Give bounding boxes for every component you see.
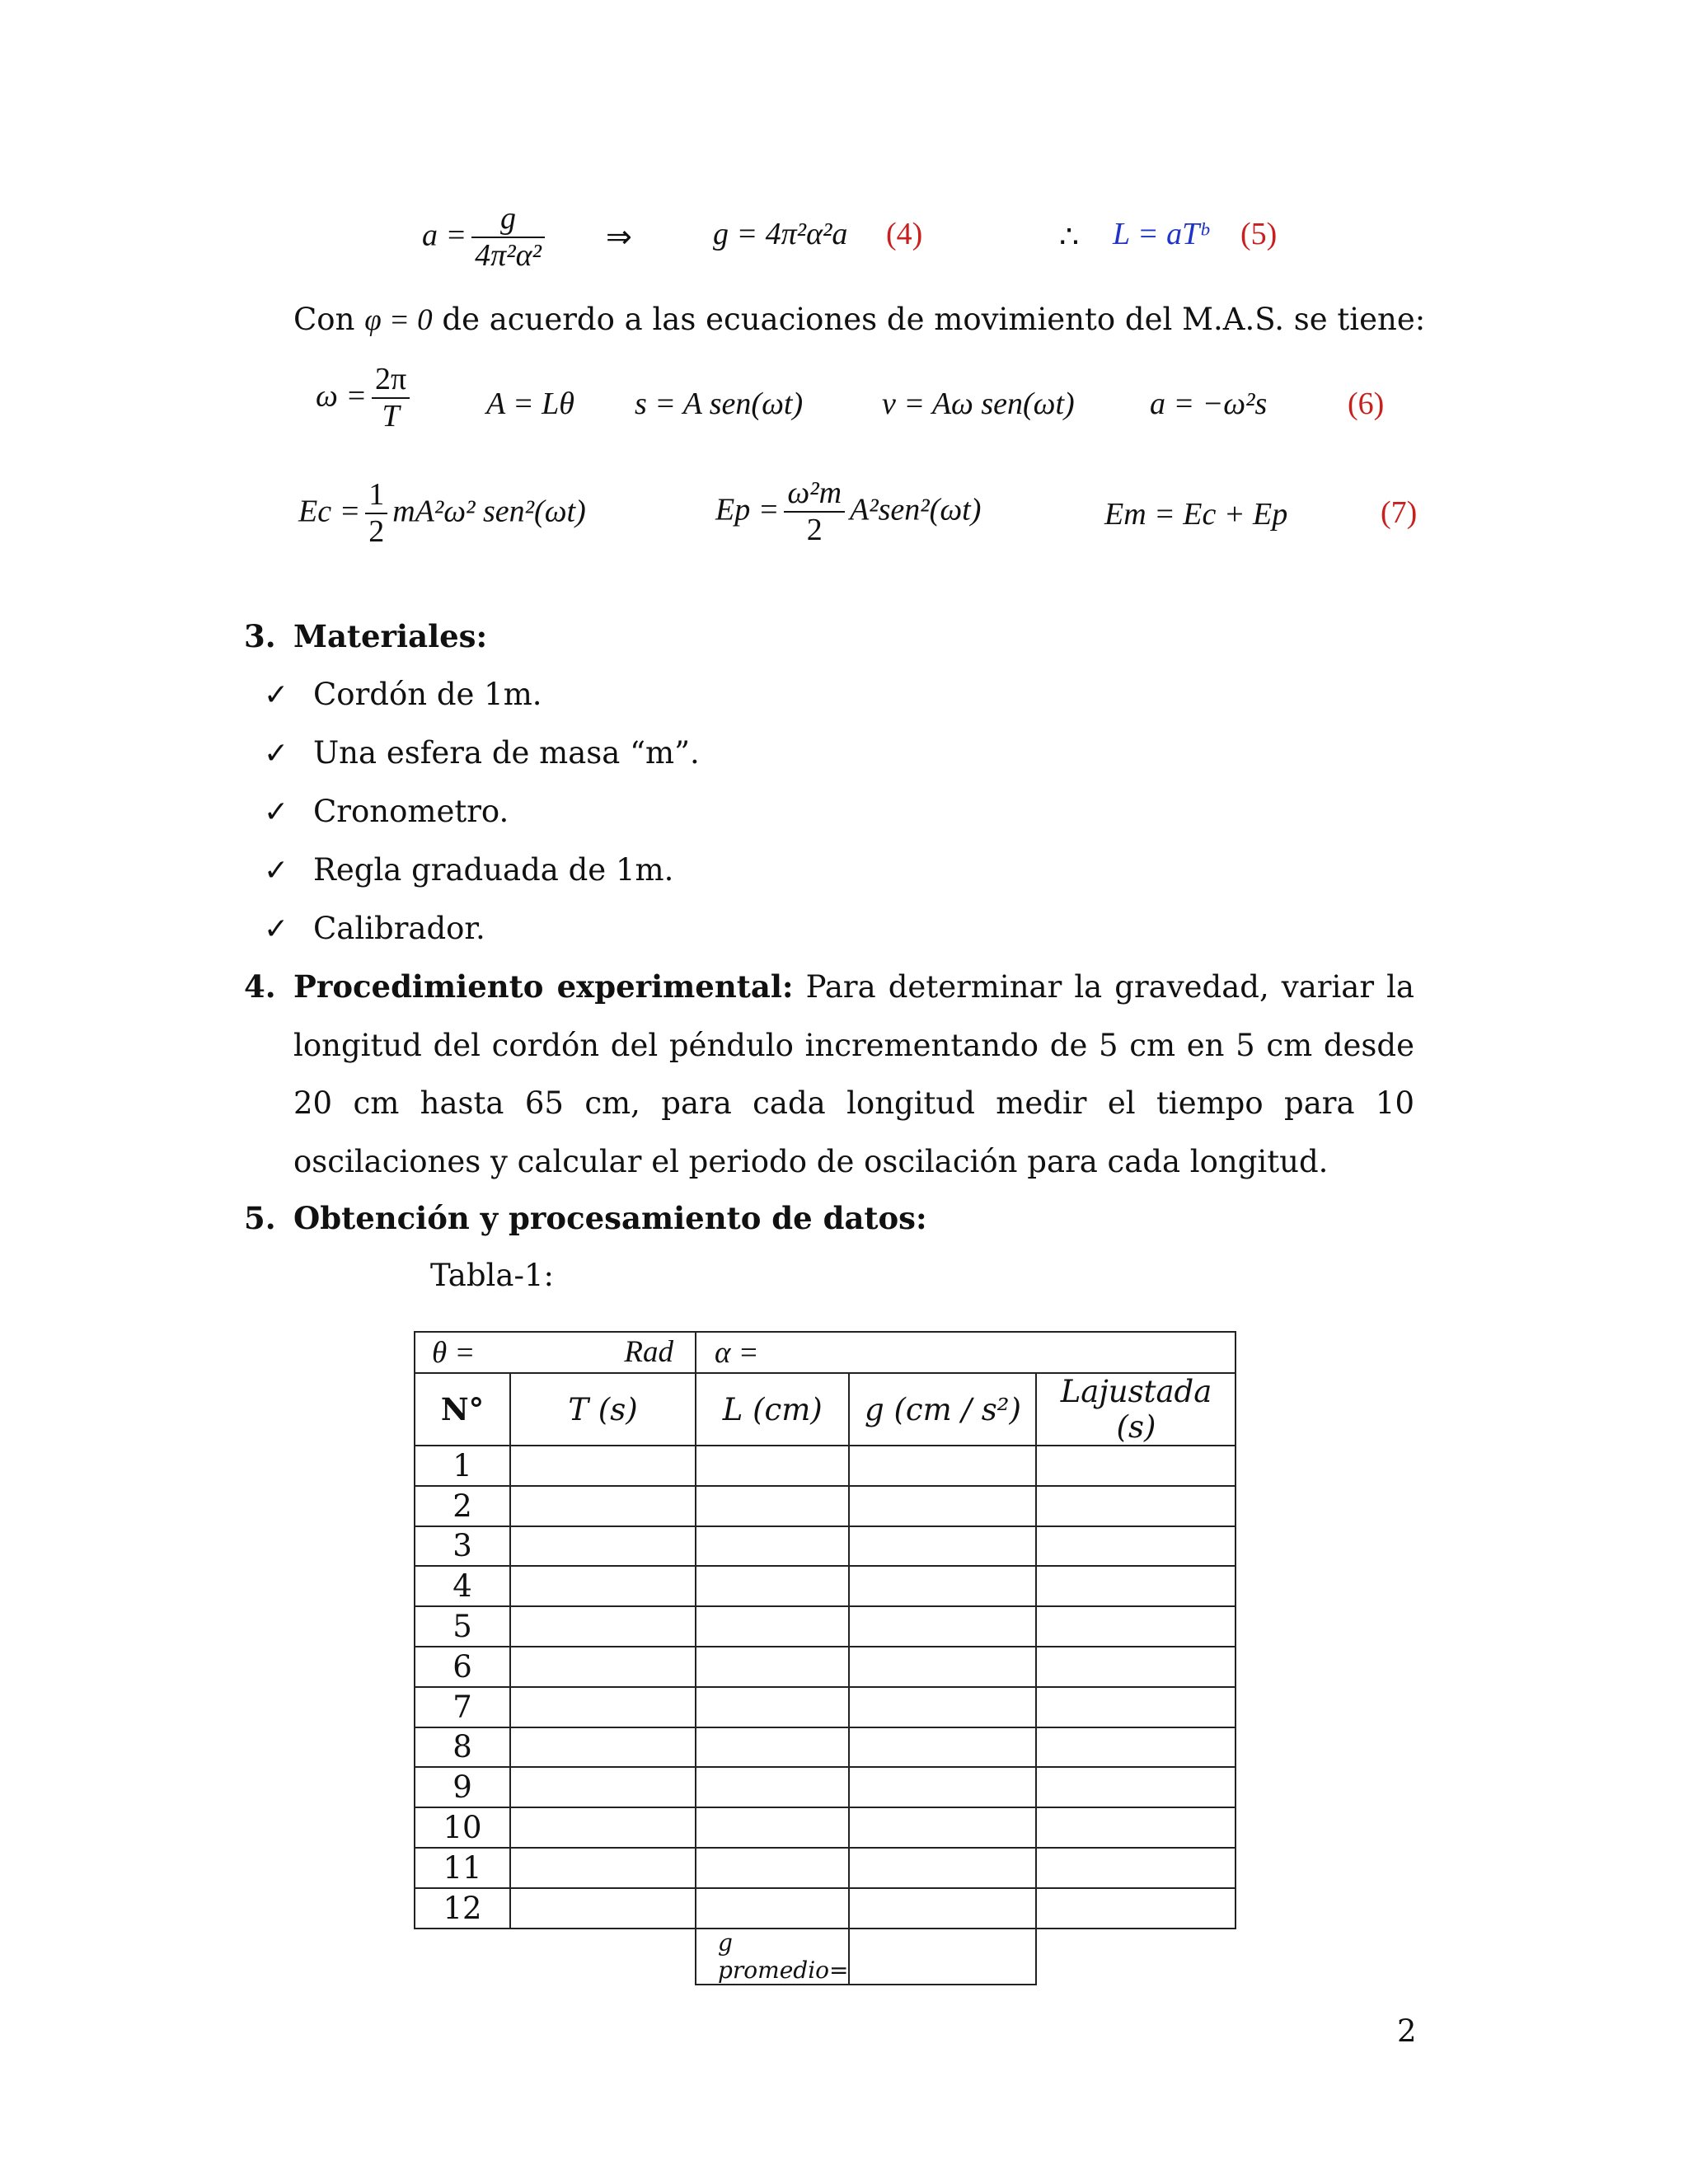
ep-numerator: ω²m [787,476,842,510]
gravity-cell [849,1807,1036,1848]
row-number: 3 [415,1526,510,1567]
table-row [415,1888,1236,1929]
row-number: 6 [415,1647,510,1687]
alpha-label: α = [715,1336,759,1370]
length-cell [696,1727,849,1768]
equation-5-tag: (5) [1240,217,1278,251]
period-cell [510,1486,696,1526]
equation-7-tag: (7) [1381,495,1418,530]
row-number: 5 [415,1606,510,1647]
section-3-number: 3. [244,618,276,654]
theta-cell [415,1332,696,1373]
section-4-body: Para determinar la gravedad, variar la longitud del cordón del péndulo incrementando de 5 cm en 5 cm desde 20 cm hasta 65 cm, para cada longitud medir el tiempo para 10 oscilaciones y calcular el periodo de oscilación para cada longitud. [293,969,1414,1179]
table-row [415,1446,1236,1486]
gravity-cell [849,1767,1036,1807]
gravity-cell [849,1647,1036,1687]
table-row [415,1848,1236,1888]
period-cell [510,1446,696,1486]
table-caption: Tabla-1: [430,1258,554,1293]
length-adjusted-cell [1036,1807,1236,1848]
alpha-cell [696,1332,1236,1373]
acceleration-equation: a = −ω²s [1150,387,1268,421]
list-item [264,724,700,783]
page-number: 2 [1397,2013,1417,2049]
equation-6-tag: (6) [1348,387,1385,421]
length-cell [696,1526,849,1567]
material-caliper: Calibrador. [313,911,485,946]
row-number: 2 [415,1486,510,1526]
omega-numerator: 2π [374,362,407,396]
length-adjusted-cell [1036,1647,1236,1687]
length-cell [696,1767,849,1807]
intro-phi: φ = 0 [364,303,433,337]
header-length: L (cm) [696,1373,849,1446]
length-adjusted-cell [1036,1526,1236,1567]
length-cell [696,1446,849,1486]
section-4-title: Procedimiento experimental: [293,968,794,1005]
equation-5: L = aTᵇ [1113,217,1208,251]
ep-lhs: Ep = [715,492,780,527]
length-adjusted-cell [1036,1767,1236,1807]
rad-label: Rad [624,1335,673,1369]
period-cell [510,1566,696,1606]
intro-post: de acuerdo a las ecuaciones de movimiento del M.A.S. se tiene: [442,302,1426,337]
empty-cell [415,1929,510,1985]
list-item [264,666,542,724]
velocity-equation: v = Aω sen(ωt) [882,387,1075,421]
section-3-title: Materiales: [293,618,488,654]
eq-a-denominator: 4π²α² [471,237,545,274]
header-gravity: g (cm / s²) [849,1373,1036,1446]
length-cell [696,1848,849,1888]
length-adjusted-cell [1036,1566,1236,1606]
section-4-number: 4. [244,968,276,1005]
period-cell [510,1767,696,1807]
equation-a-from-g [422,202,550,274]
empty-cell [510,1929,696,1985]
material-ruler: Regla graduada de 1m. [313,852,674,888]
gravity-cell [849,1687,1036,1727]
ec-lhs: Ec = [298,494,361,529]
header-length-adjusted: Lajustada (s) [1036,1373,1236,1446]
theta-label: θ = [432,1336,476,1370]
empty-cell [1036,1929,1236,1985]
ep-denominator: 2 [784,511,845,549]
omega-denominator: T [372,397,410,435]
period-cell [510,1526,696,1567]
gravity-cell [849,1888,1036,1929]
table-row [415,1486,1236,1526]
length-cell [696,1566,849,1606]
equation-4-tag: (4) [886,217,923,251]
list-item [264,783,509,841]
length-cell [696,1486,849,1526]
check-icon: ✓ [264,678,289,712]
table-row [415,1566,1236,1606]
row-number: 4 [415,1566,510,1606]
omega-lhs: ω = [316,378,367,414]
table-row [415,1606,1236,1647]
ep-rest: A²sen²(ωt) [850,492,982,527]
therefore-symbol: ∴ [1059,220,1080,255]
mechanical-energy-equation: Em = Ec + Ep [1104,497,1288,532]
intro-line [293,291,1425,349]
gravity-cell [849,1446,1036,1486]
table-row [415,1727,1236,1768]
data-table [414,1331,1236,1985]
implies-arrow: ⇒ [606,220,632,255]
period-cell [510,1606,696,1647]
ec-numerator: 1 [368,477,385,512]
check-icon: ✓ [264,912,289,946]
position-equation: s = A sen(ωt) [635,387,804,421]
table-row [415,1807,1236,1848]
period-cell [510,1727,696,1768]
material-sphere: Una esfera de masa “m”. [313,735,700,771]
length-adjusted-cell [1036,1687,1236,1727]
row-number: 10 [415,1807,510,1848]
gravity-cell [849,1486,1036,1526]
row-number: 9 [415,1767,510,1807]
ec-rest: mA²ω² sen²(ωt) [392,494,586,529]
period-cell [510,1647,696,1687]
potential-energy-equation [715,476,981,548]
section-4-paragraph [293,958,1414,1191]
material-cord: Cordón de 1m. [313,677,542,712]
omega-equation [316,363,415,434]
amplitude-equation: A = Lθ [486,387,574,421]
length-cell [696,1888,849,1929]
length-adjusted-cell [1036,1606,1236,1647]
g-average-label: g promedio= [696,1929,849,1985]
equation-4: g = 4π²α²a [713,217,848,251]
period-cell [510,1807,696,1848]
section-5-number: 5. [244,1200,276,1236]
gravity-cell [849,1848,1036,1888]
table-row [415,1767,1236,1807]
gravity-cell [849,1727,1036,1768]
gravity-cell [849,1606,1036,1647]
header-period: T (s) [510,1373,696,1446]
eq-a-lhs: a = [422,218,467,253]
length-cell [696,1807,849,1848]
check-icon: ✓ [264,795,289,829]
ec-denominator: 2 [365,513,387,551]
length-cell [696,1687,849,1727]
length-cell [696,1606,849,1647]
length-cell [696,1647,849,1687]
material-stopwatch: Cronometro. [313,794,509,829]
period-cell [510,1888,696,1929]
materials-list [264,666,700,958]
header-n: N° [415,1373,510,1446]
gravity-cell [849,1566,1036,1606]
row-number: 8 [415,1727,510,1768]
check-icon: ✓ [264,854,289,888]
gravity-cell [849,1526,1036,1567]
intro-pre: Con [293,302,355,337]
list-item [264,841,674,900]
table-row [415,1647,1236,1687]
length-adjusted-cell [1036,1888,1236,1929]
length-adjusted-cell [1036,1727,1236,1768]
table-row [415,1526,1236,1567]
row-number: 12 [415,1888,510,1929]
kinetic-energy-equation [298,478,586,550]
length-adjusted-cell [1036,1848,1236,1888]
g-average-value-cell [849,1929,1036,1985]
eq-a-numerator: g [500,201,517,236]
section-5-title: Obtención y procesamiento de datos: [293,1200,927,1236]
row-number: 11 [415,1848,510,1888]
list-item [264,900,485,958]
table-row [415,1687,1236,1727]
period-cell [510,1687,696,1727]
g-average-row [415,1929,1236,1985]
row-number: 7 [415,1687,510,1727]
length-adjusted-cell [1036,1486,1236,1526]
period-cell [510,1848,696,1888]
length-adjusted-cell [1036,1446,1236,1486]
check-icon: ✓ [264,737,289,771]
row-number: 1 [415,1446,510,1486]
